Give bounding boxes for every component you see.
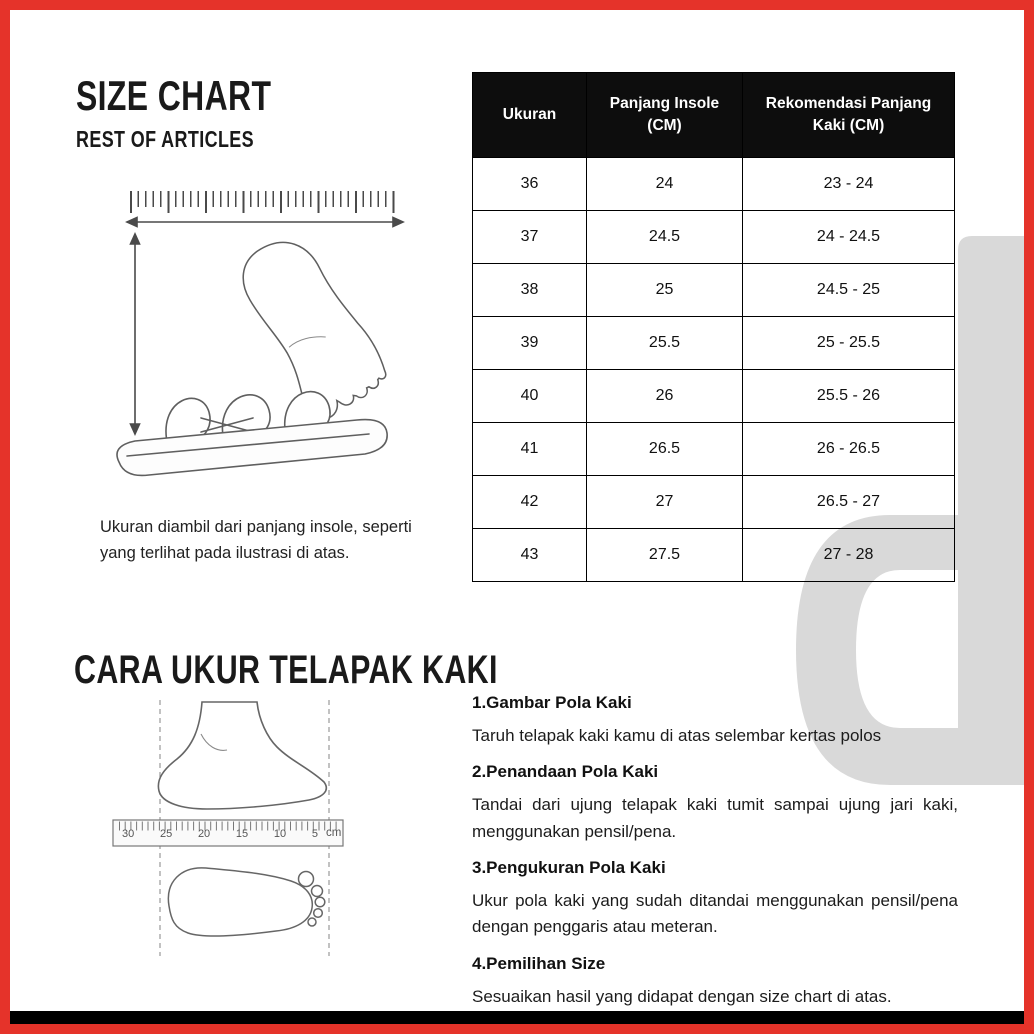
step-body: Ukur pola kaki yang sudah ditandai menggunakan pensil/pena dengan penggaris atau meteran.: [472, 891, 958, 937]
col-header-insole: Panjang Insole (CM): [587, 73, 743, 158]
cell-insole: 26: [587, 370, 743, 423]
measure-steps: [472, 680, 958, 1013]
cell-insole: 25.5: [587, 317, 743, 370]
cell-ukuran: 41: [473, 423, 587, 476]
ruler-number: 20: [197, 828, 211, 840]
insole-caption: Ukuran diambil dari panjang insole, seperti yang terlihat pada ilustrasi di atas.: [100, 518, 412, 562]
horizontal-arrow-icon: [127, 218, 403, 227]
table-row: [473, 317, 955, 370]
ruler-number: 30: [122, 828, 135, 840]
cell-ukuran: 36: [473, 158, 587, 211]
table-header-row: [473, 73, 955, 158]
cell-insole: 25: [587, 264, 743, 317]
page-title: SIZE CHART: [76, 72, 272, 119]
step-body: Sesuaikan hasil yang didapat dengan size chart di atas.: [472, 986, 892, 1006]
cell-rekomendasi: 26.5 - 27: [743, 476, 955, 529]
ruler-number: 10: [273, 828, 287, 840]
ruler-number: 15: [235, 828, 249, 840]
table-row: [473, 158, 955, 211]
cell-ukuran: 42: [473, 476, 587, 529]
cell-insole: 24: [587, 158, 743, 211]
cell-insole: 26.5: [587, 423, 743, 476]
ruler-unit-label: cm: [326, 827, 342, 839]
table-row: [473, 370, 955, 423]
step-body: Tandai dari ujung telapak kaki tumit sampai ujung jari kaki, menggunakan pensil/pena.: [472, 795, 958, 841]
cell-insole: 27.5: [587, 529, 743, 582]
ruler-number: 5: [311, 828, 318, 840]
table-row: [473, 211, 955, 264]
col-header-rekomendasi: Rekomendasi Panjang Kaki (CM): [743, 73, 955, 158]
step-heading: 4.Pemilihan Size: [472, 953, 606, 973]
page-subtitle: REST OF ARTICLES: [76, 126, 255, 152]
cell-rekomendasi: 25 - 25.5: [743, 317, 955, 370]
table-row: [473, 476, 955, 529]
cell-ukuran: 38: [473, 264, 587, 317]
vertical-arrow-icon: [131, 234, 140, 434]
measure-guide-title: CARA UKUR TELAPAK KAKI: [74, 648, 498, 692]
cell-ukuran: 40: [473, 370, 587, 423]
cell-rekomendasi: 24.5 - 25: [743, 264, 955, 317]
step-heading: 2.Penandaan Pola Kaki: [472, 762, 659, 782]
table-row: [473, 529, 955, 582]
foot-measure-illustration: [105, 180, 440, 500]
cell-rekomendasi: 27 - 28: [743, 529, 955, 582]
ruler-number-labels: [122, 828, 318, 840]
step-heading: 1.Gambar Pola Kaki: [472, 693, 632, 712]
table-row: [473, 423, 955, 476]
footprint-icon: [168, 868, 324, 936]
cell-rekomendasi: 25.5 - 26: [743, 370, 955, 423]
ruler-number: 25: [159, 828, 173, 840]
step-heading: 3.Pengukuran Pola Kaki: [472, 858, 666, 878]
table-row: [473, 264, 955, 317]
cell-rekomendasi: 24 - 24.5: [743, 211, 955, 264]
cell-ukuran: 39: [473, 317, 587, 370]
col-header-ukuran: Ukuran: [473, 73, 587, 158]
cell-insole: 24.5: [587, 211, 743, 264]
bottom-black-bar: [10, 1011, 1024, 1024]
cell-ukuran: 37: [473, 211, 587, 264]
size-chart-table: [472, 72, 955, 582]
cell-insole: 27: [587, 476, 743, 529]
cell-rekomendasi: 23 - 24: [743, 158, 955, 211]
cell-rekomendasi: 26 - 26.5: [743, 423, 955, 476]
size-table-body: [473, 158, 955, 582]
cell-ukuran: 43: [473, 529, 587, 582]
step-body: Taruh telapak kaki kamu di atas selembar kertas polos: [472, 726, 882, 745]
foot-profile-icon: [158, 702, 326, 809]
